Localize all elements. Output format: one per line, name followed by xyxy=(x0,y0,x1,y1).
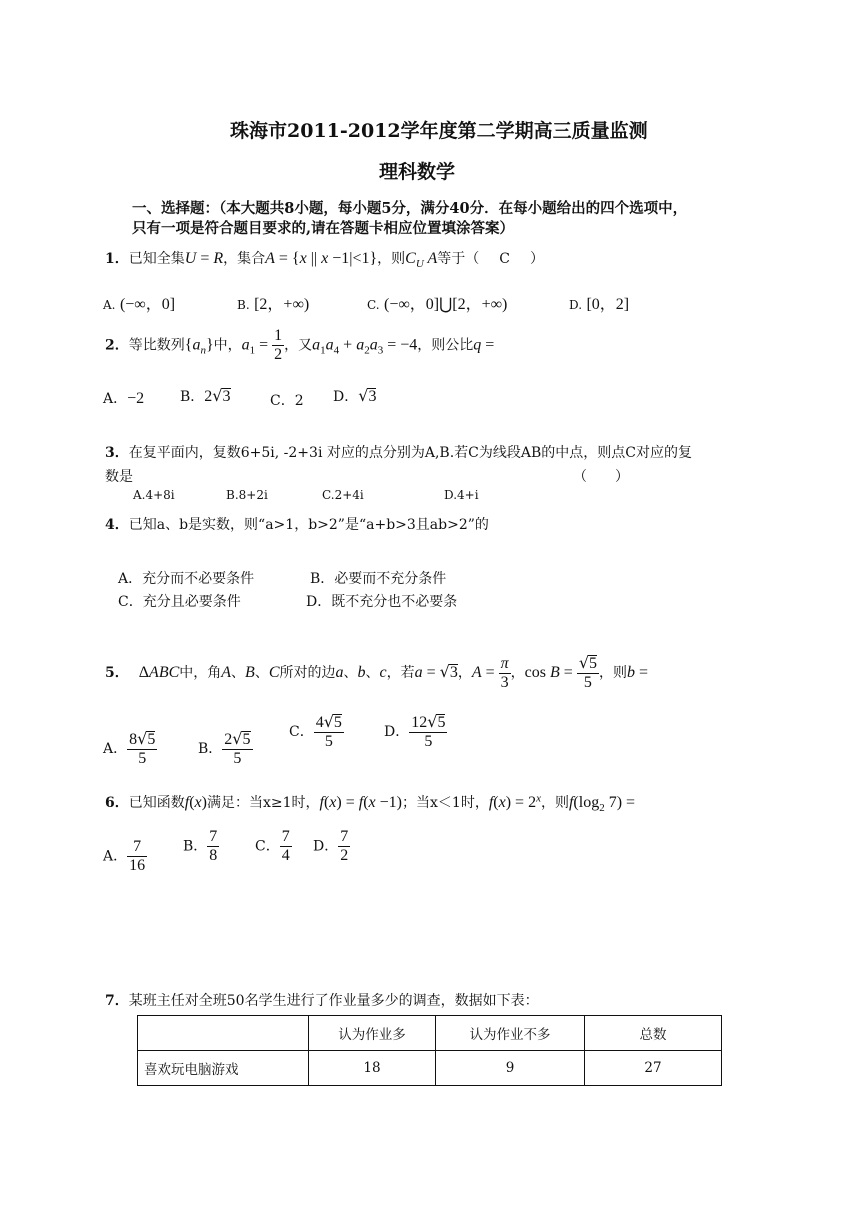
table-cell: 18 xyxy=(309,1051,436,1086)
page-title: 珠海市2011-2012学年度第二学期高三质量监测 xyxy=(230,120,648,142)
q5-option-a: A． $\frac{8√5}{5}$ xyxy=(103,729,156,767)
survey-table xyxy=(137,1015,722,1086)
q6-option-c: C． $\frac{7}{4}$ xyxy=(255,828,290,864)
question-7-stem: 7．某班主任对全班50名学生进行了作业量多少的调查，数据如下表： xyxy=(105,993,539,1009)
q4-option-d: D．既不充分也不必要条 xyxy=(306,594,458,610)
q2-option-a: A．−2 xyxy=(103,390,145,407)
question-2-stem: 2．等比数列$\{a_n\}$中，$a_1$ = $\frac{1}{2}$ ，又$a_1a_4 + a_2a_3 = -4$，则公比q = xyxy=(105,327,495,363)
q6-option-a: A． $\frac{7}{16}$ xyxy=(103,838,146,874)
q4-option-a: A．充分而不必要条件 xyxy=(118,571,255,587)
table-cell: 9 xyxy=(436,1051,585,1086)
q1-option-c: C. (−∞，0]⋃[2，+∞) xyxy=(367,296,508,313)
q1-option-a: A. (−∞，0] xyxy=(103,296,176,313)
question-number: 1． xyxy=(105,251,129,267)
question-3-stem-cont: 数是 xyxy=(105,469,133,485)
question-3-stem: 3．在复平面内，复数6+5i, -2+3i 对应的点分别为A,B.若C为线段AB的中点，则点C对应的复 xyxy=(105,445,692,461)
table-header-cell: 总数 xyxy=(585,1016,722,1051)
table-header-cell xyxy=(138,1016,309,1051)
q2-option-b: B．2√3 xyxy=(180,386,231,405)
section-heading-line2: 只有一项是符合题目要求的,请在答题卡相应位置填涂答案） xyxy=(132,220,515,237)
q2-option-d: D．√3 xyxy=(333,386,377,405)
q5-option-b: B． $\frac{2√5}{5}$ xyxy=(198,729,251,767)
section-heading-line1: 一、选择题：（本大题共8小题，每小题5分，满分40分．在每小题给出的四个选项中， xyxy=(132,200,688,217)
math-expr: U xyxy=(184,250,197,267)
q1-option-d: D. [0，2] xyxy=(569,296,630,313)
table-row xyxy=(138,1051,722,1086)
answer-mark: C xyxy=(499,251,510,267)
q4-option-c: C．充分且必要条件 xyxy=(118,594,241,610)
table-header-row xyxy=(138,1016,722,1051)
q3-option-d: D.4+i xyxy=(444,488,479,502)
question-1-stem: 1．已知全集U = R，集合A = {x || x −1|<1}，则$C_U$ A等于（ C ） xyxy=(105,250,544,270)
question-5-stem: 5． ΔABC中，角A、B、C所对的边a、b、c，若a = √3，A = $\frac{\pi}{3}$ ，cos B = $\frac{√5}{5}$ ，则b = xyxy=(105,653,649,691)
answer-paren: （ ） xyxy=(573,469,629,485)
q5-option-c: C． $\frac{4√5}{5}$ xyxy=(289,712,342,750)
question-number: 2． xyxy=(105,337,129,354)
q1-option-b: B. [2，+∞) xyxy=(237,296,310,313)
table-header-cell: 认为作业多 xyxy=(309,1016,436,1051)
q6-option-d: D． $\frac{7}{2}$ xyxy=(313,828,349,864)
stem-text: 等于（ xyxy=(437,251,480,267)
q3-option-a: A.4+8i xyxy=(133,488,175,502)
question-4-stem: 4．已知a、b是实数，则“a>1，b>2”是“a+b>3且ab>2”的 xyxy=(105,517,489,533)
stem-text: ，集合 xyxy=(223,251,266,267)
stem-text: 已知全集 xyxy=(128,251,185,267)
table-header-cell: 认为作业不多 xyxy=(436,1016,585,1051)
table-cell: 27 xyxy=(585,1051,722,1086)
page-subtitle: 理科数学 xyxy=(379,161,456,183)
q3-option-c: C.2+4i xyxy=(322,488,364,502)
q4-option-b: B．必要而不充分条件 xyxy=(310,571,447,587)
q2-option-c: C．2 xyxy=(270,393,304,409)
q5-option-d: D． $\frac{12√5}{5}$ xyxy=(384,712,446,750)
table-cell: 喜欢玩电脑游戏 xyxy=(138,1051,309,1086)
q6-option-b: B． $\frac{7}{8}$ xyxy=(183,828,218,864)
q3-option-b: B.8+2i xyxy=(226,488,268,502)
stem-text: ，则 xyxy=(377,251,406,267)
question-6-stem: 6．已知函数f(x)满足：当x≥1时，f(x) = f(x −1)；当x＜1时，$f(x) = 2^x$，则$f(\log_2$ 7) = xyxy=(105,792,636,814)
